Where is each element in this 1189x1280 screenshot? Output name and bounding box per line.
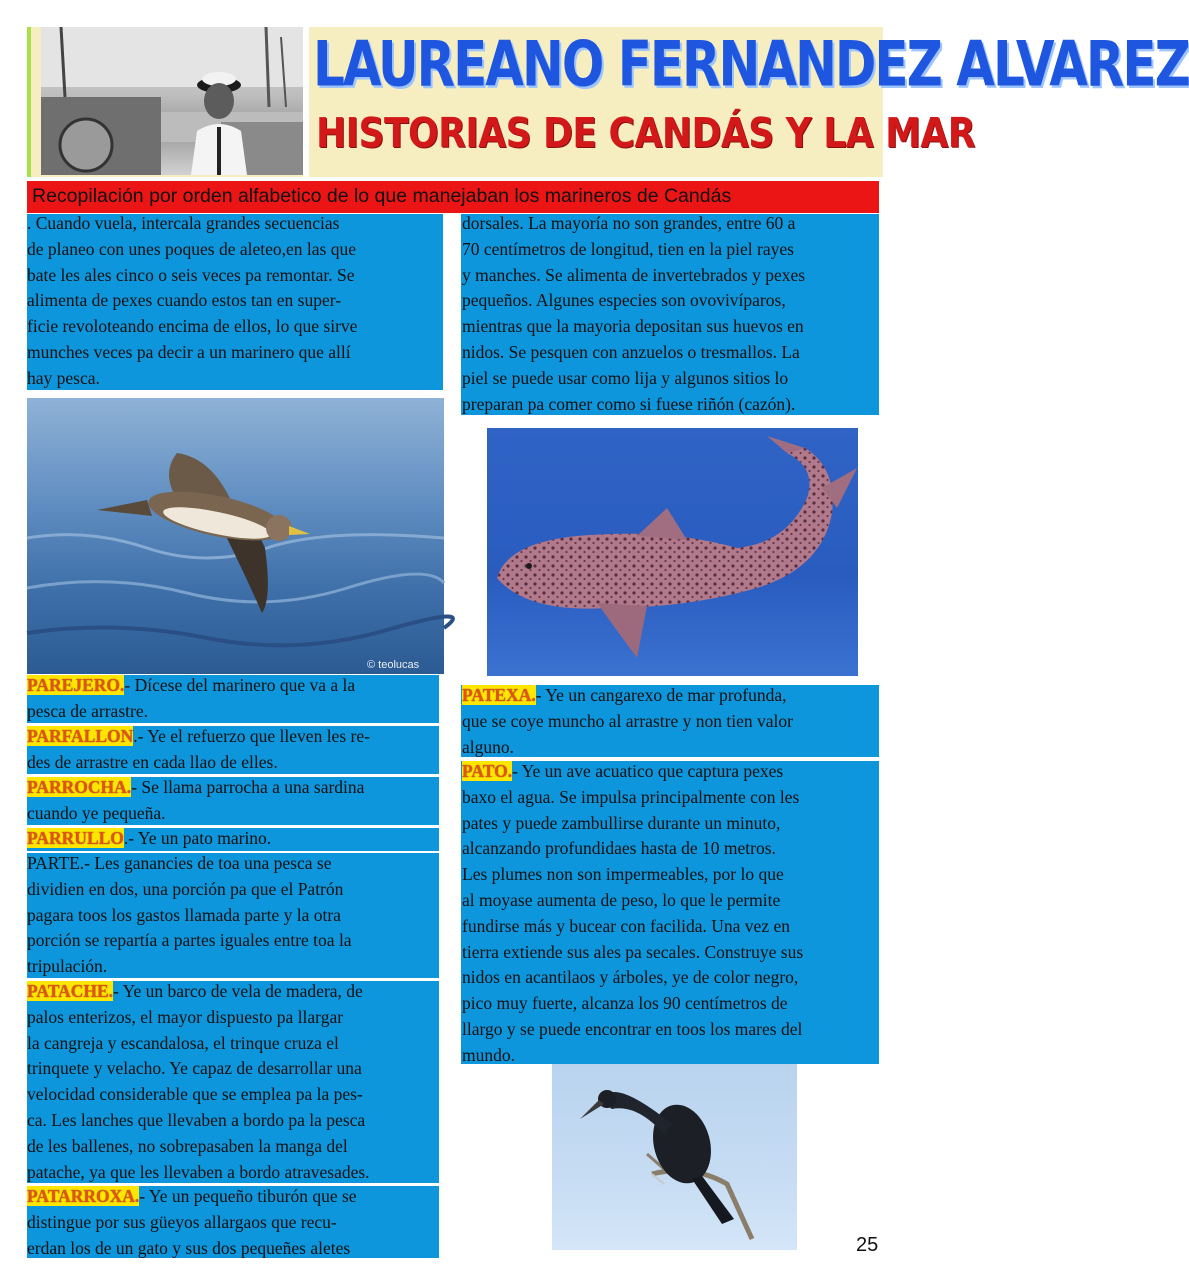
term-label: PARFALLON [27, 726, 134, 746]
right-intro-box [461, 214, 879, 415]
text-line: PARTE.- Les ganancies de toa una pesca se [27, 853, 332, 873]
text-line: erdan los de un gato y sus dos pequeñes aletes [27, 1237, 351, 1258]
entry-patarroxa-text [27, 1184, 357, 1261]
text-line: porción se repartía a partes iguales entre toa la [27, 930, 352, 951]
author-title: LAUREANO FERNANDEZ ALVAREZ [313, 28, 1189, 101]
term-label: PATARROXA. [27, 1186, 140, 1206]
text-line: de planeo con unes poques de aleteo,en las que [27, 238, 356, 259]
text-line: al moyase aumenta de peso, lo que le permite [462, 889, 781, 910]
text-line: pates y puede zambullirse durante un minuto, [462, 812, 781, 833]
text-line: la cangreja y escandalosa, el trinque cruza el [27, 1032, 339, 1053]
text-line: tierra extiende sus ales pa secales. Construye sus [462, 941, 804, 962]
entry-pato-text [462, 759, 803, 1069]
term-label: PAREJERO. [27, 675, 125, 695]
entry-parte [27, 853, 439, 978]
term-label: PATACHE. [27, 981, 114, 1001]
page-number: 25 [856, 1234, 879, 1256]
text-line: dividien en dos, una porción pa que el Patrón [27, 878, 344, 899]
shearwater-photo [27, 398, 444, 674]
catshark-drawing [487, 428, 858, 676]
photo-watermark: © teolucas [367, 659, 420, 671]
text-line: de les ballenes, no sobrepasaben la manga del [27, 1135, 348, 1156]
left-intro-box [27, 214, 443, 390]
definition-text: .- Ye un pato marino. [123, 828, 272, 848]
text-line: cuando ye pequeña. [27, 802, 166, 823]
definition-text: - Ye un ave acuatico que captura pexes [512, 761, 784, 781]
text-line: tripulación. [27, 956, 108, 977]
text-line: trinquete y velacho. Ye capaz de desarrollar una [27, 1058, 362, 1079]
cormorant-drawing [552, 1064, 797, 1250]
entry-parfallon [27, 726, 439, 774]
text-line: mientras que la mayoria depositan sus huevos en [462, 316, 804, 337]
text-line: bate les ales cinco o seis veces pa remontar. Se [27, 264, 355, 285]
banner-text: Recopilación por orden alfabetico de lo que manejaban los marineros de Candás [32, 185, 732, 207]
definition-text: .- Ye el refuerzo que lleven les re- [133, 726, 370, 746]
definition-text: - Ye un pequeño tiburón que se [139, 1186, 357, 1206]
text-line: alguno. [462, 736, 515, 757]
entry-patache [27, 981, 439, 1183]
text-line: baxo el agua. Se impulsa principalmente con les [462, 786, 800, 807]
text-line: des de arrastre en cada llao de elles. [27, 751, 278, 772]
entry-parfallon-text [27, 724, 370, 776]
entry-patexa [461, 685, 879, 757]
text-line: pesca de arrastre. [27, 700, 148, 721]
text-line: mundo. [462, 1044, 515, 1065]
text-line: alcanzando profundidaes hasta de 10 metros. [462, 838, 776, 859]
entry-parrullo [27, 828, 439, 851]
header-divider [303, 27, 309, 177]
text-line: velocidad considerable que se emplea pa la pes- [27, 1084, 363, 1105]
entry-parrocha [27, 777, 439, 825]
entry-parrocha-text [27, 775, 364, 827]
text-line: ca. Les lanches que llevaben a bordo pa la pesca [27, 1109, 366, 1130]
entry-patache-text [27, 979, 370, 1185]
text-line: palos enterizos, el mayor dispuesto pa llargar [27, 1006, 344, 1027]
entry-pato [461, 761, 879, 1064]
term-label: PARROCHA. [27, 777, 132, 797]
text-line: pico muy fuerte, alcanza los 90 centímetros de [462, 993, 788, 1014]
text-line: dorsales. La mayoría no son grandes, entre 60 a [462, 213, 796, 233]
text-line: pequeños. Algunes especies son ovovivíparos, [462, 290, 786, 311]
entry-parejero-text [27, 673, 355, 725]
entry-parte-text [27, 851, 352, 980]
text-line: 70 centímetros de longitud, tien en la piel rayes [462, 238, 794, 259]
catshark-photo [487, 428, 858, 676]
text-line: que se coye muncho al arrastre y non tien valor [462, 710, 793, 731]
text-line: piel se puede usar como lija y algunos sitios lo [462, 367, 789, 388]
right-intro-text [462, 211, 805, 417]
text-line: distingue por sus güeyos allargaos que recu- [27, 1211, 337, 1232]
entry-parrullo-text [27, 826, 271, 852]
definition-text: - Dícese del marinero que va a la [124, 675, 356, 695]
text-line: patache, ya que les llevaben a bordo atravesades. [27, 1161, 370, 1182]
text-line: y manches. Se alimenta de invertebrados y pexes [462, 264, 806, 285]
term-label: PATO. [462, 761, 513, 781]
text-line: fundirse más y bucear con facilida. Una vez en [462, 915, 790, 936]
text-line: nidos. Se pesquen con anzuelos o tresmallos. La [462, 341, 800, 362]
definition-text: - Ye un barco de vela de madera, de [113, 981, 363, 1001]
text-line: llargo y se puede encontrar en toos los mares del [462, 1018, 803, 1039]
definition-text: - Ye un cangarexo de mar profunda, [535, 685, 787, 705]
text-line: nidos en acantilaos y árboles, ye de color negro, [462, 967, 799, 988]
text-line: ficie revoloteando encima de ellos, lo que sirve [27, 316, 358, 337]
text-line: munches veces pa decir a un marinero que allí [27, 341, 351, 362]
text-line: Les plumes non son impermeables, por lo que [462, 864, 784, 885]
text-line: . Cuando vuela, intercala grandes secuencias [27, 213, 340, 233]
left-intro-text [27, 211, 357, 392]
entry-parejero [27, 675, 439, 723]
shearwater-drawing [27, 398, 444, 674]
series-subtitle: HISTORIAS DE CANDÁS Y LA MAR [316, 110, 976, 158]
text-line: pagara toos los gastos llamada parte y la otra [27, 904, 341, 925]
term-label: PATEXA. [462, 685, 536, 705]
definition-text: - Se llama parrocha a una sardina [131, 777, 365, 797]
cormorant-photo [552, 1064, 797, 1250]
entry-patexa-text [462, 683, 793, 760]
text-line: preparan pa comer como si fuese riñón (cazón). [462, 393, 796, 414]
entry-patarroxa [27, 1186, 439, 1258]
captain-photo-drawing [41, 27, 303, 175]
term-label: PARRULLO [27, 828, 124, 848]
text-line: hay pesca. [27, 367, 100, 388]
captain-photo [41, 27, 303, 175]
text-line: alimenta de pexes cuando estos tan en super- [27, 290, 342, 311]
